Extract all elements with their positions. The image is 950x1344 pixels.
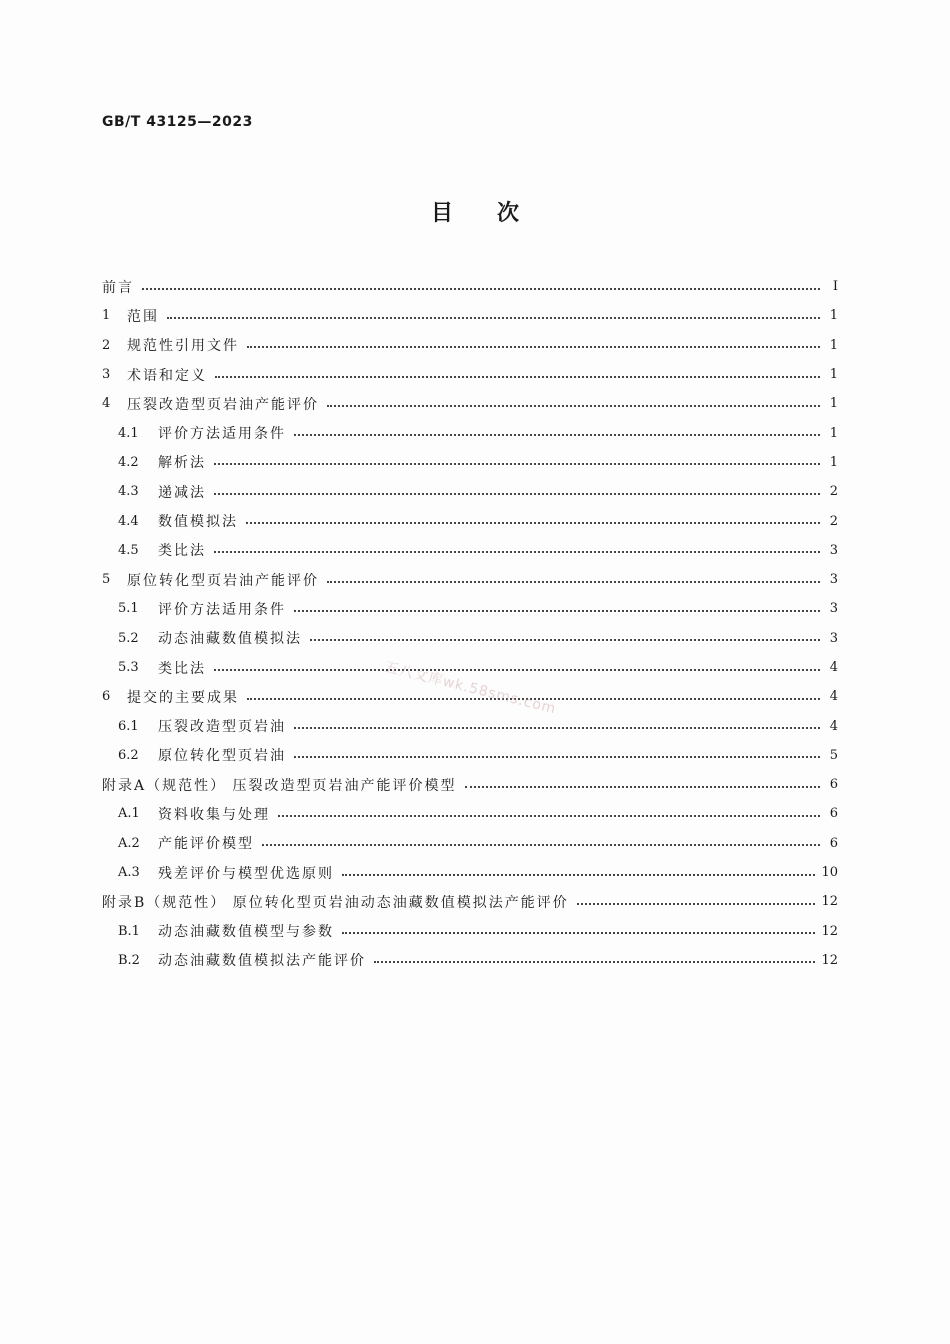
toc-entry-label: 规范性引用文件	[127, 338, 239, 355]
table-of-contents	[102, 272, 838, 975]
toc-dot-leader	[465, 786, 820, 788]
toc-dot-leader	[142, 288, 820, 290]
toc-entry-number: 5.2	[118, 630, 139, 646]
toc-entry-number: 4.2	[118, 454, 139, 470]
toc-entry-page: 1	[829, 337, 838, 353]
toc-entry-label: 解析法	[158, 455, 206, 472]
toc-entry[interactable]	[102, 448, 838, 477]
toc-dot-leader	[214, 669, 820, 671]
toc-entry-page: 1	[829, 454, 838, 470]
toc-entry-label: 类比法	[158, 660, 206, 677]
watermark: 五八文库wk.58sms.com	[382, 659, 558, 718]
toc-entry[interactable]	[102, 565, 838, 594]
toc-entry-label: 评价方法适用条件	[158, 601, 286, 618]
toc-entry-number: 5.3	[118, 660, 139, 675]
toc-entry[interactable]	[102, 506, 838, 535]
toc-entry-number: 2	[102, 337, 111, 353]
toc-entry-label: 残差评价与模型优选原则	[158, 865, 334, 882]
toc-entry-page: 3	[829, 630, 838, 646]
toc-entry-label: 原位转化型页岩油	[158, 748, 286, 765]
toc-entry[interactable]	[102, 389, 838, 418]
toc-entry[interactable]	[102, 477, 838, 506]
toc-entry-page: 1	[829, 367, 838, 383]
toc-entry-page: 10	[821, 865, 838, 881]
toc-entry[interactable]	[102, 301, 838, 330]
toc-entry-page: 12	[821, 923, 838, 939]
toc-entry-number: 4.3	[118, 484, 139, 500]
toc-entry-number: A.3	[118, 865, 140, 881]
toc-entry-page: 12	[821, 894, 838, 910]
toc-entry[interactable]	[102, 829, 838, 858]
toc-dot-leader	[247, 346, 820, 348]
toc-dot-leader	[215, 376, 820, 378]
toc-entry-label: 递减法	[158, 484, 206, 501]
toc-entry-label: 范围	[127, 308, 159, 325]
toc-entry-label: 术语和定义	[127, 367, 207, 384]
toc-dot-leader	[294, 610, 820, 612]
toc-entry[interactable]	[102, 418, 838, 447]
toc-entry-page: 3	[829, 572, 838, 588]
toc-entry-number: 4	[102, 396, 111, 412]
toc-entry-label: 动态油藏数值模型与参数	[158, 924, 334, 941]
toc-entry-label: 压裂改造型页岩油产能评价	[127, 396, 319, 413]
toc-dot-leader	[246, 522, 820, 524]
toc-dot-leader	[214, 463, 820, 465]
toc-entry-number: 6.2	[118, 747, 139, 763]
toc-dot-leader	[577, 903, 816, 905]
toc-entry[interactable]	[102, 331, 838, 360]
standard-code: GB/T 43125—2023	[102, 114, 253, 130]
toc-dot-leader	[294, 727, 820, 729]
toc-entry-number: 1	[102, 308, 111, 324]
toc-entry[interactable]	[102, 360, 838, 389]
toc-entry-page: 5	[829, 747, 838, 763]
toc-entry-label: 动态油藏数值模拟法	[158, 631, 302, 648]
toc-entry[interactable]	[102, 917, 838, 946]
toc-entry-page: 1	[829, 308, 838, 324]
toc-dot-leader	[294, 756, 820, 758]
toc-dot-leader	[294, 434, 820, 436]
toc-dot-leader	[310, 639, 820, 641]
toc-dot-leader	[327, 581, 820, 583]
toc-entry[interactable]	[102, 741, 838, 770]
toc-entry-number: B.2	[118, 952, 140, 968]
toc-entry-page: 6	[829, 806, 838, 822]
toc-dot-leader	[214, 493, 820, 495]
page-title: 目次	[430, 201, 563, 226]
toc-entry-label: 动态油藏数值模拟法产能评价	[158, 953, 366, 970]
toc-entry-label: 类比法	[158, 543, 206, 560]
toc-entry-page: 12	[821, 952, 838, 968]
toc-dot-leader	[342, 932, 815, 934]
toc-entry[interactable]	[102, 594, 838, 623]
toc-entry-label: 评价方法适用条件	[158, 426, 286, 443]
toc-entry-label: 数值模拟法	[158, 514, 238, 531]
toc-entry[interactable]	[102, 887, 838, 916]
toc-entry-page: 6	[829, 835, 838, 851]
toc-entry[interactable]	[102, 272, 838, 301]
toc-entry-page: 4	[829, 689, 838, 705]
toc-dot-leader	[327, 405, 820, 407]
toc-entry-label: 原位转化型页岩油产能评价	[127, 572, 319, 589]
toc-entry-page: 4	[829, 660, 838, 675]
toc-dot-leader	[214, 551, 820, 553]
toc-entry-number: 6.1	[118, 718, 139, 734]
toc-entry-label: 前言	[102, 279, 134, 296]
toc-entry-number: 6	[102, 689, 111, 705]
toc-entry[interactable]	[102, 858, 838, 887]
toc-entry-number: 4.4	[118, 513, 139, 529]
toc-entry[interactable]	[102, 946, 838, 975]
toc-entry-label: 产能评价模型	[158, 836, 254, 853]
toc-entry[interactable]	[102, 770, 838, 799]
toc-entry[interactable]	[102, 536, 838, 565]
toc-entry[interactable]	[102, 799, 838, 828]
toc-entry-number: 5	[102, 572, 111, 588]
toc-entry-label: 附录A（规范性） 压裂改造型页岩油产能评价模型	[102, 777, 457, 794]
toc-entry[interactable]	[102, 624, 838, 653]
toc-dot-leader	[278, 815, 820, 817]
toc-entry[interactable]	[102, 711, 838, 740]
toc-entry-page: 6	[829, 777, 838, 793]
toc-entry-number: B.1	[118, 923, 140, 939]
toc-entry-number: 3	[102, 367, 111, 383]
toc-entry-label: 资料收集与处理	[158, 806, 270, 823]
toc-entry-page: 2	[829, 513, 838, 529]
toc-entry-page: Ⅰ	[832, 279, 838, 295]
toc-entry-label: 提交的主要成果	[127, 689, 239, 706]
toc-dot-leader	[262, 844, 820, 846]
toc-entry-number: 4.1	[118, 425, 139, 441]
toc-dot-leader	[342, 874, 815, 876]
toc-entry-label: 附录B（规范性） 原位转化型页岩油动态油藏数值模拟法产能评价	[102, 894, 569, 911]
toc-entry-page: 2	[829, 484, 838, 500]
toc-entry-page: 4	[829, 718, 838, 734]
toc-dot-leader	[374, 961, 815, 963]
toc-entry-label: 压裂改造型页岩油	[158, 719, 286, 736]
toc-entry-number: A.2	[118, 835, 140, 851]
toc-entry-page: 3	[829, 601, 838, 617]
toc-entry-number: 4.5	[118, 542, 139, 558]
toc-dot-leader	[167, 317, 820, 319]
toc-entry-page: 1	[829, 425, 838, 441]
toc-entry-number: A.1	[118, 806, 140, 822]
toc-entry-number: 5.1	[118, 601, 139, 617]
toc-entry-page: 1	[829, 396, 838, 412]
toc-entry-page: 3	[829, 542, 838, 558]
